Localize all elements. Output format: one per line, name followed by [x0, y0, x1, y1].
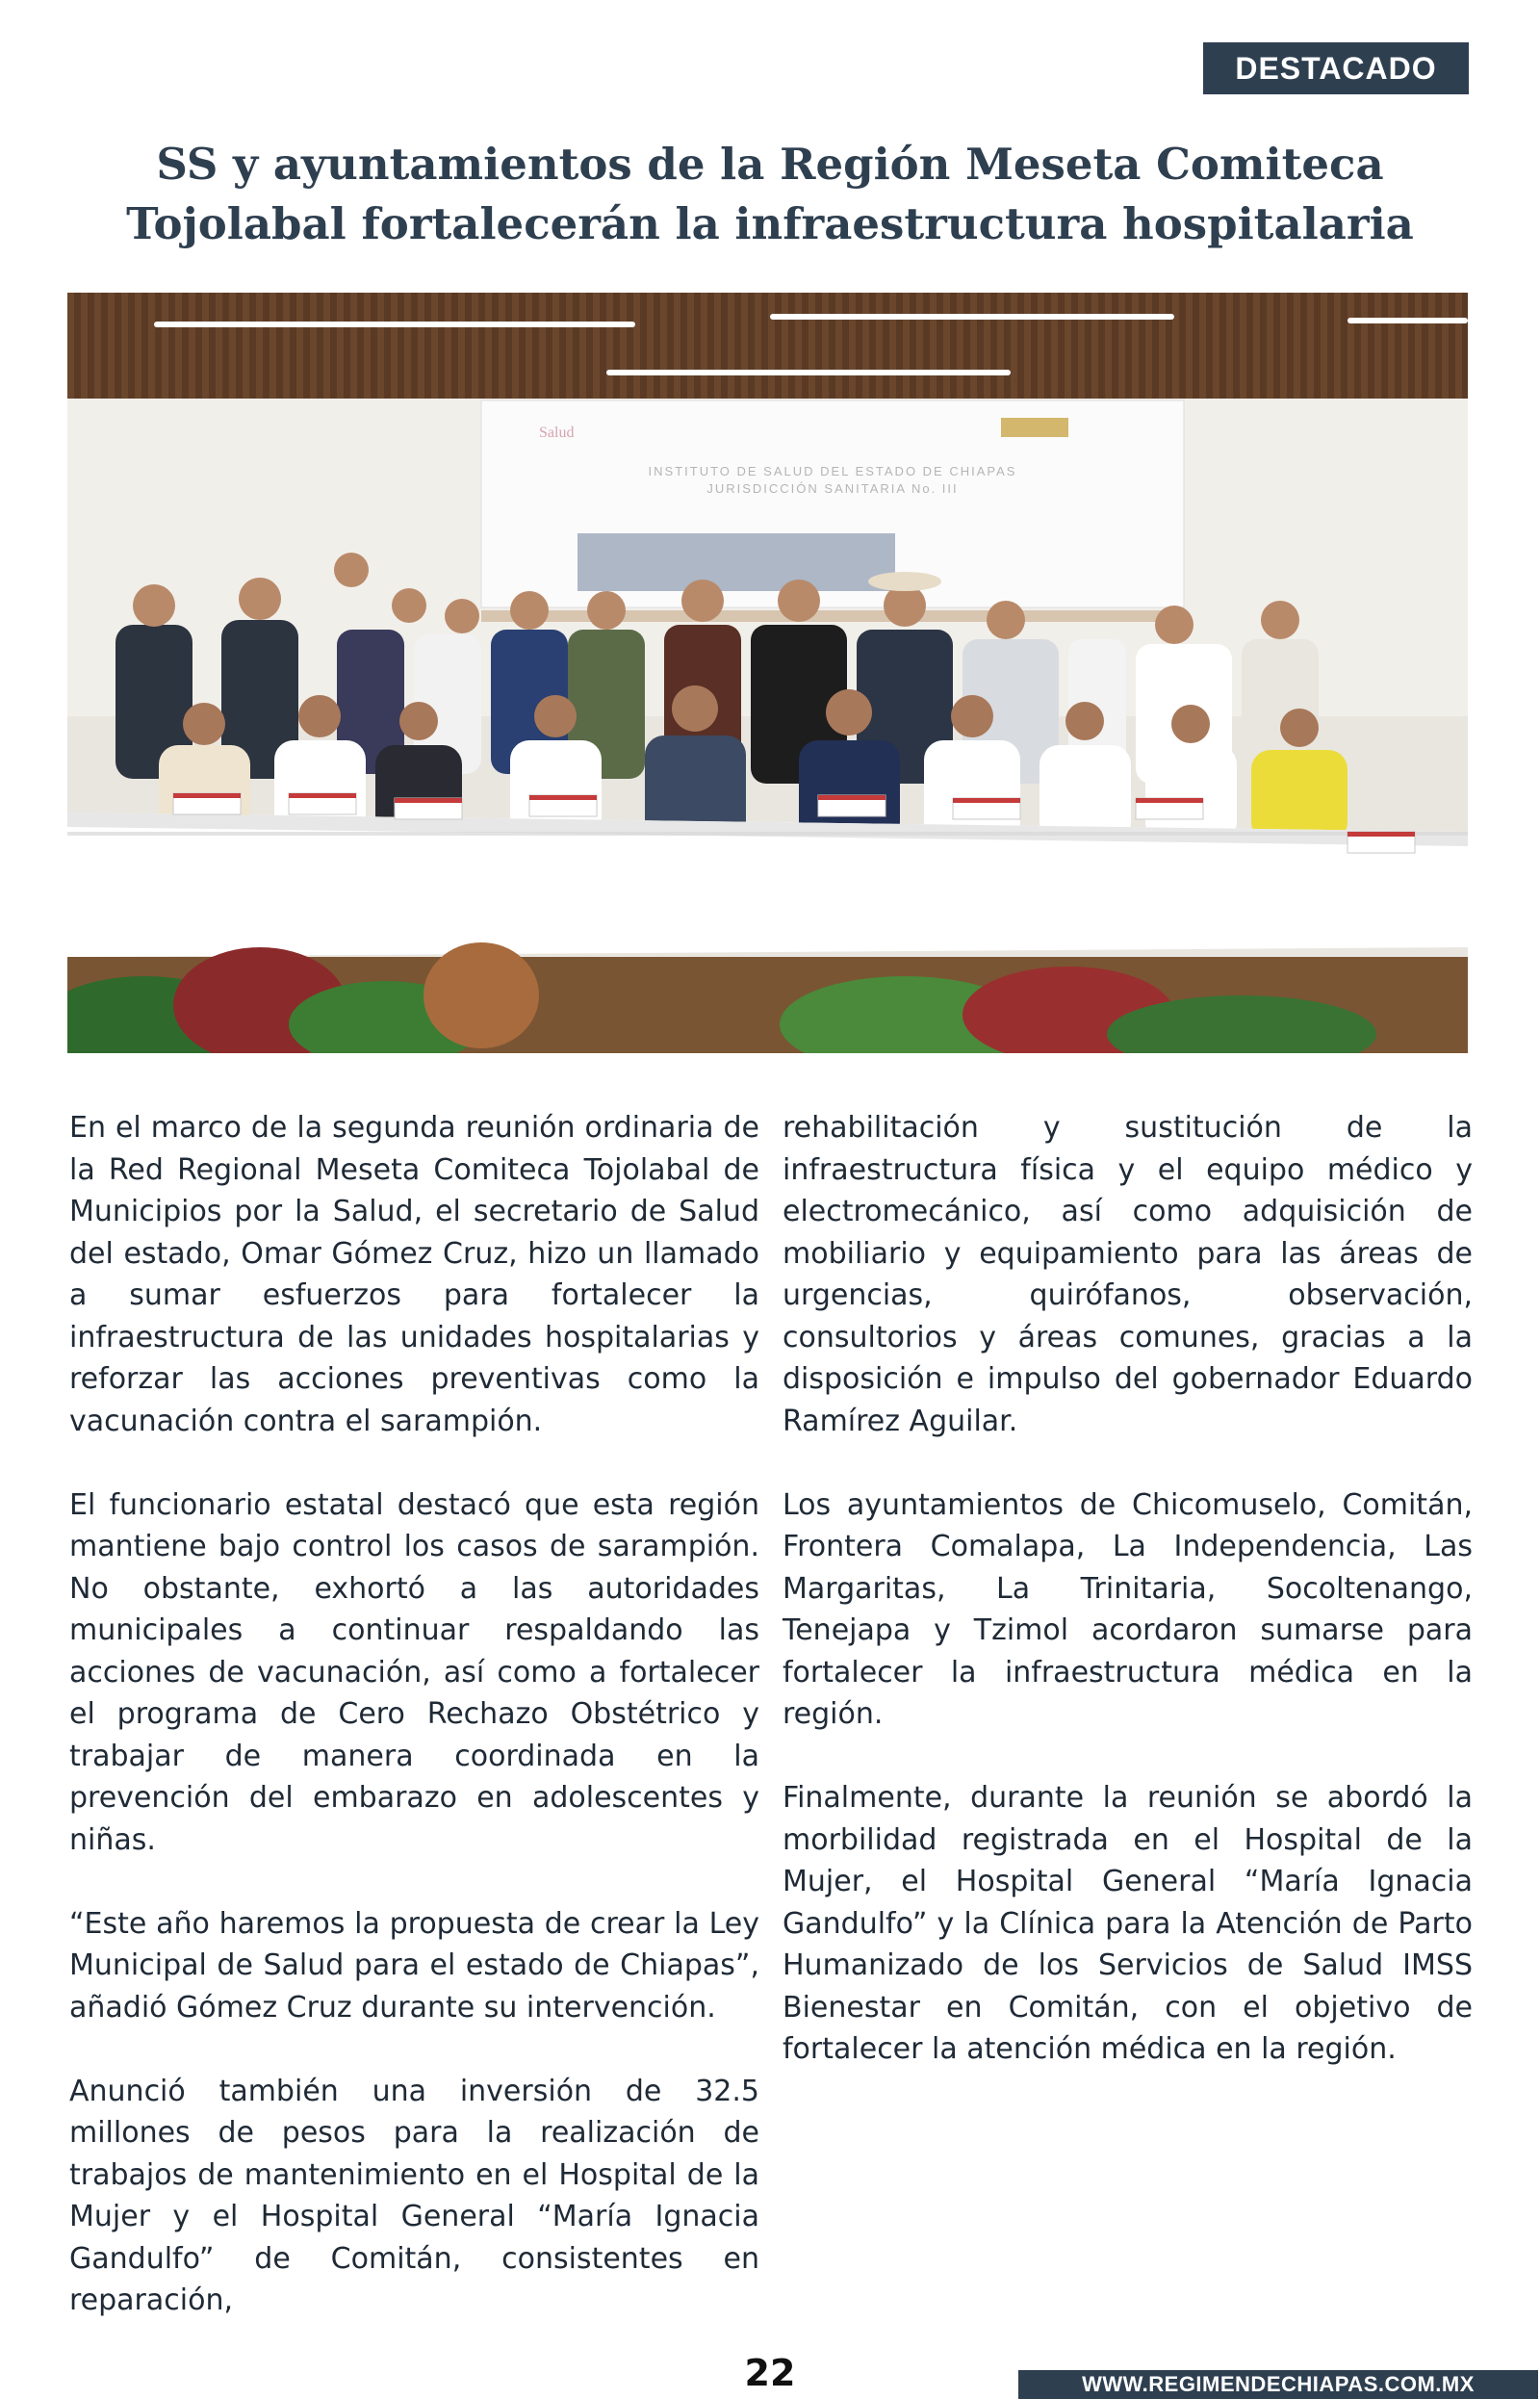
ceiling-light — [154, 322, 635, 327]
article-column-left — [69, 1107, 759, 2363]
article-paragraph: “Este año haremos la propuesta de crear la Ley Municipal de Salud para el estado de Chiapas”, añadió Gómez Cruz durante su intervención. — [69, 1906, 759, 2025]
article-paragraph: Anunció también una inversión de 32.5 millones de pesos para la realización de trabajos de mantenimiento en el Hospital de la Mujer y el Hospital General “María Ignacia Gandulfo” de Comitán, consistentes en reparación, — [69, 2074, 759, 2317]
section-badge: DESTACADO — [1203, 42, 1469, 94]
article-paragraph: Los ayuntamientos de Chicomuselo, Comitán, Frontera Comalapa, La Independencia, Las Margaritas, La Trinitaria, Socoltenango, Tenejapa y Tzimol acordaron sumarse para fortalecer la infraestructura médica en la región. — [783, 1487, 1473, 1731]
ceiling-light — [606, 370, 1011, 375]
page-number: 22 — [744, 2352, 796, 2394]
article-column-right — [783, 1107, 1473, 2112]
article-paragraph: El funcionario estatal destacó que esta región mantiene bajo control los casos de sarampión. No obstante, exhortó a las autoridades municipales a continuar respaldando las acciones de vacunación, así como a fortalecer el programa de Cero Rechazo Obstétrico y trabajar de manera coordinada en la prevención del embarazo en adolescentes y niñas. — [69, 1487, 759, 1857]
screen-logo-text: Salud — [539, 425, 575, 441]
foreground-plants — [67, 942, 1468, 1053]
article-paragraph: Finalmente, durante la reunión se abordó la morbilidad registrada en el Hospital de la Mujer, el Hospital General “María Ignacia Gandulfo” y la Clínica para la Atención de Parto Humanizado de los Servicios de Salud IMSS Bienestar en Comitán, con el objetivo de fortalecer la atención médica en la región. — [783, 1781, 1473, 2066]
screen-text: JURISDICCIÓN SANITARIA No. III — [706, 481, 959, 496]
screen-text: INSTITUTO DE SALUD DEL ESTADO DE CHIAPAS — [648, 464, 1017, 478]
article-paragraph: rehabilitación y sustitución de la infraestructura física y el equipo médico y electromecánico, así como adquisición de mobiliario y equipamiento para las áreas de urgencias, quirófanos, observación, consultorios y áreas comunes, gracias a la disposición e impulso del gobernador Eduardo Ramírez Aguilar. — [783, 1111, 1473, 1438]
hat — [868, 572, 941, 591]
website-link[interactable]: WWW.REGIMENDECHIAPAS.COM.MX — [1018, 2370, 1538, 2399]
ceiling-light — [770, 314, 1174, 320]
article-headline: SS y ayuntamientos de la Región Meseta Comiteca Tojolabal fortalecerán la infraestructura hospitalaria — [126, 139, 1414, 249]
group-photo-illustration — [67, 293, 1468, 1053]
article-photo — [67, 293, 1468, 1053]
jaguar-sculpture — [424, 942, 539, 1048]
ceiling-light — [1348, 318, 1468, 323]
article-paragraph: En el marco de la segunda reunión ordinaria de la Red Regional Meseta Comiteca Tojolabal de Municipios por la Salud, el secretario de Salud del estado, Omar Gómez Cruz, hizo un llamado a sumar esfuerzos para fortalecer la infraestructura de las unidades hospitalarias y reforzar las acciones preventivas como la vacunación contra el sarampión. — [69, 1111, 759, 1438]
